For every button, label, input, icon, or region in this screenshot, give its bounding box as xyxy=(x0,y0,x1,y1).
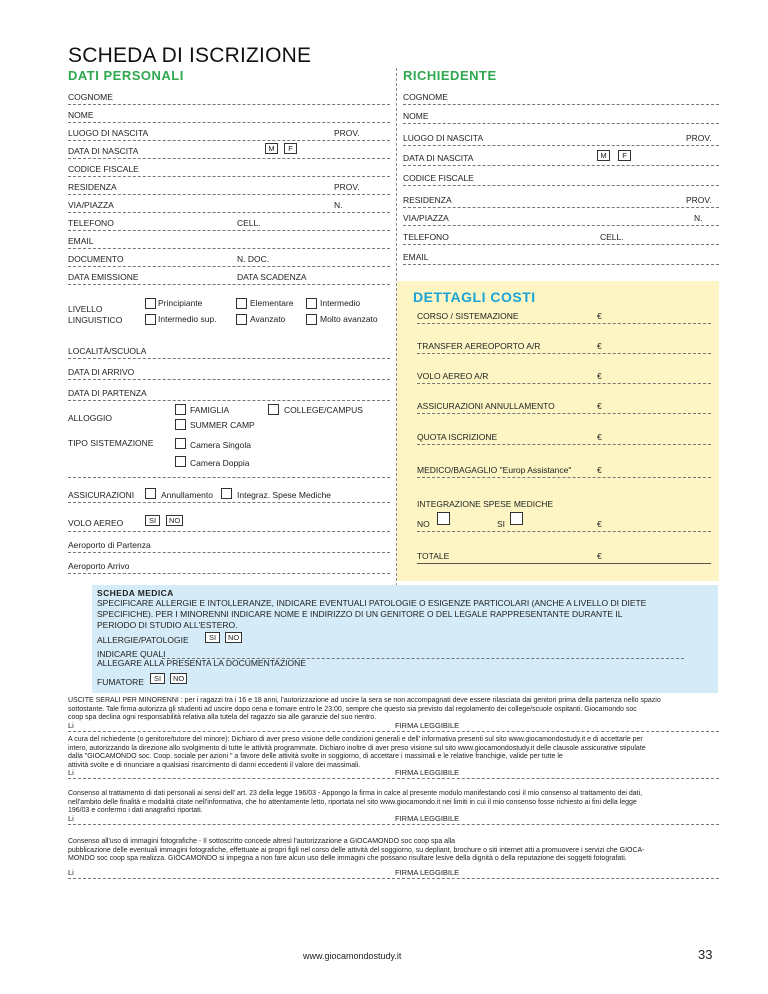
costi-panel xyxy=(397,281,719,581)
label-r-telefono: TELEFONO xyxy=(403,232,449,242)
checkbox-integraz[interactable] xyxy=(221,488,232,499)
label-data-nascita: DATA DI NASCITA xyxy=(68,146,139,156)
label-r-prov: PROV. xyxy=(686,133,712,143)
medica-title: SCHEDA MEDICA xyxy=(97,588,174,598)
label-nome: NOME xyxy=(68,110,94,120)
field-r-cognome[interactable] xyxy=(403,104,719,105)
checkbox-famiglia[interactable] xyxy=(175,404,186,415)
costi-item-assicurazioni: ASSICURAZIONI ANNULLAMENTO xyxy=(417,401,555,411)
label-data-emissione: DATA EMISSIONE xyxy=(68,272,139,282)
label-firma: FIRMA LEGGIBILE xyxy=(395,868,460,877)
checkbox-camera-singola[interactable] xyxy=(175,438,186,449)
label-n-doc: N. DOC. xyxy=(237,254,270,264)
label-livello: LIVELLO xyxy=(68,304,103,314)
field-r-residenza[interactable] xyxy=(403,207,719,208)
label-camera-doppia: Camera Doppia xyxy=(190,458,250,468)
label-linguistico: LINGUISTICO xyxy=(68,315,123,325)
label-telefono: TELEFONO xyxy=(68,218,114,228)
field-r-data-nascita[interactable] xyxy=(403,165,719,166)
field-costo-volo[interactable] xyxy=(417,383,711,384)
page-title: SCHEDA DI ISCRIZIONE xyxy=(68,44,312,67)
euro-sign: € xyxy=(597,432,602,442)
field-r-nome[interactable] xyxy=(403,123,719,124)
label-annullamento: Annullamento xyxy=(161,490,213,500)
field-residenza[interactable] xyxy=(68,194,390,195)
field-data-emissione[interactable] xyxy=(68,284,390,285)
label-alloggio: ALLOGGIO xyxy=(68,413,112,423)
checkbox-volo-si[interactable]: SI xyxy=(145,515,160,526)
costi-item-volo: VOLO AEREO A/R xyxy=(417,371,489,381)
field-localita-scuola[interactable] xyxy=(68,358,390,359)
label-summer-camp: SUMMER CAMP xyxy=(190,420,255,430)
label-allergie: ALLERGIE/PATOLOGIE xyxy=(97,635,189,645)
label-luogo-nascita: LUOGO DI NASCITA xyxy=(68,128,149,138)
field-r-luogo-nascita[interactable] xyxy=(403,145,719,146)
label-firma: FIRMA LEGGIBILE xyxy=(395,814,460,823)
label-aeroporto-partenza: Aeroporto di Partenza xyxy=(68,540,151,550)
field-data-partenza[interactable] xyxy=(68,400,390,401)
label-intermedio-sup: Intermedio sup. xyxy=(158,314,217,324)
checkbox-integrazione-si[interactable] xyxy=(510,512,523,525)
field-costo-assicurazioni[interactable] xyxy=(417,413,711,414)
checkbox-volo-no[interactable]: NO xyxy=(166,515,183,526)
costi-title: DETTAGLI COSTI xyxy=(413,289,536,305)
checkbox-summer-camp[interactable] xyxy=(175,419,186,430)
field-telefono[interactable] xyxy=(68,230,390,231)
label-li: Li xyxy=(68,768,74,777)
euro-sign: € xyxy=(597,311,602,321)
label-molto-avanzato: Molto avanzato xyxy=(320,314,378,324)
field-costo-integrazione[interactable] xyxy=(417,531,711,532)
label-camera-singola: Camera Singola xyxy=(190,440,251,450)
checkbox-camera-doppia[interactable] xyxy=(175,456,186,467)
label-via-piazza: VIA/PIAZZA xyxy=(68,200,114,210)
label-data-arrivo: DATA DI ARRIVO xyxy=(68,367,135,377)
field-costo-corso[interactable] xyxy=(417,323,711,324)
label-r-data-nascita: DATA DI NASCITA xyxy=(403,153,474,163)
label-r-numero: N. xyxy=(694,213,703,223)
checkbox-r-sex-m[interactable]: M xyxy=(597,150,610,161)
field-r-telefono[interactable] xyxy=(403,244,719,245)
checkbox-r-sex-f[interactable]: F xyxy=(618,150,631,161)
field-codice-fiscale[interactable] xyxy=(68,176,390,177)
clause-condizioni: A cura del richiedente (o genitore/tutore del minore): Dichiaro di aver preso visione delle condizioni generali e dell' informativa presenti sul sito www.giocamondostudy.it e di accettarle per intero, autorizzando la direzione allo svolgimento di tutte le attività programmate. Dichiaro inoltre di aver preso visione sul sito www.giocamondostudy.it delle clausole assicurative stipulate dalla "GIOCAMONDO soc. Coop. sociale per azioni " a favore delle attività svolte in soggiorno, di accettare i massimali e le relative franchigie, valide per tutte le attività svolte e di rinunciare a qualsiasi risarcimento di danni eccedenti il valore dei massimali. xyxy=(68,736,646,769)
label-volo-aereo: VOLO AEREO xyxy=(68,518,124,528)
label-intermedio: Intermedio xyxy=(320,298,361,308)
costi-item-medico: MEDICO/BAGAGLIO "Europ Assistance" xyxy=(417,465,572,475)
field-firma-3[interactable] xyxy=(68,824,719,825)
checkbox-avanzato[interactable] xyxy=(236,314,247,325)
field-firma-1[interactable] xyxy=(68,731,719,732)
field-firma-4[interactable] xyxy=(68,878,719,879)
divider-assicurazioni xyxy=(68,502,390,503)
field-costo-totale[interactable] xyxy=(417,563,711,564)
label-codice-fiscale: CODICE FISCALE xyxy=(68,164,139,174)
checkbox-fumatore-si[interactable]: SI xyxy=(150,673,165,684)
costi-item-corso: CORSO / SISTEMAZIONE xyxy=(417,311,519,321)
label-r-residenza: RESIDENZA xyxy=(403,195,452,205)
euro-sign: € xyxy=(597,341,602,351)
label-r-codice-fiscale: CODICE FISCALE xyxy=(403,173,474,183)
costi-item-transfer: TRANSFER AEREOPORTO A/R xyxy=(417,341,541,351)
label-integraz: Integraz. Spese Mediche xyxy=(237,490,332,500)
label-indicare-quali: INDICARE QUALI xyxy=(97,649,166,659)
checkbox-college[interactable] xyxy=(268,404,279,415)
label-li: Li xyxy=(68,721,74,730)
field-documento[interactable] xyxy=(68,266,390,267)
label-localita-scuola: LOCALITÀ/SCUOLA xyxy=(68,346,147,356)
checkbox-principiante[interactable] xyxy=(145,298,156,309)
field-costo-transfer[interactable] xyxy=(417,353,711,354)
label-r-nome: NOME xyxy=(403,111,429,121)
field-r-email[interactable] xyxy=(403,264,719,265)
label-cell: CELL. xyxy=(237,218,261,228)
label-assicurazioni: ASSICURAZIONI xyxy=(68,490,135,500)
label-data-scadenza: DATA SCADENZA xyxy=(237,272,307,282)
label-r-via-piazza: VIA/PIAZZA xyxy=(403,213,449,223)
label-r-prov-res: PROV. xyxy=(686,195,712,205)
checkbox-annullamento[interactable] xyxy=(145,488,156,499)
label-avanzato: Avanzato xyxy=(250,314,286,324)
label-documento: DOCUMENTO xyxy=(68,254,124,264)
euro-sign: € xyxy=(597,401,602,411)
page-number: 33 xyxy=(698,947,713,962)
label-r-email: EMAIL xyxy=(403,252,429,262)
euro-sign: € xyxy=(597,519,602,529)
field-costo-quota[interactable] xyxy=(417,444,711,445)
checkbox-fumatore-no[interactable]: NO xyxy=(170,673,187,684)
label-r-cognome: COGNOME xyxy=(403,92,448,102)
euro-sign: € xyxy=(597,551,602,561)
euro-sign: € xyxy=(597,371,602,381)
checkbox-allergie-no[interactable]: NO xyxy=(225,632,242,643)
label-r-luogo-nascita: LUOGO DI NASCITA xyxy=(403,133,484,143)
label-aeroporto-arrivo: Aeroporto Arrivo xyxy=(68,561,130,571)
section-dati-personali: DATI PERSONALI xyxy=(68,68,184,83)
label-integrazione-no: NO xyxy=(417,519,430,529)
label-li: Li xyxy=(68,814,74,823)
label-email: EMAIL xyxy=(68,236,94,246)
label-integrazione-si: SI xyxy=(497,519,506,529)
checkbox-elementare[interactable] xyxy=(236,298,247,309)
checkbox-sex-f[interactable]: F xyxy=(284,143,297,154)
field-aeroporto-partenza[interactable] xyxy=(68,552,390,553)
field-email[interactable] xyxy=(68,248,390,249)
label-college: COLLEGE/CAMPUS xyxy=(284,405,363,415)
label-principiante: Principiante xyxy=(158,298,203,308)
clause-immagini: Consenso all'uso di immagini fotografiche - Il sottoscritto concede altresì l'autorizzazione a GIOCAMONDO soc coop spa alla pubblicazione delle eventuali immagini fotografiche, effettuate ai propri figli nel corso delle attività del soggiorno, su depliant, brochure o siti internet atti a promuovere i servizi che GIOCA- MONDO soc coop spa realizza. GIOCAMONDO si impegna a non fare alcun uso delle immagini che possano risultare lesive della dignità o della reputazione dei soggetti fotografati. xyxy=(68,838,645,862)
scheda-medica-panel xyxy=(92,585,718,693)
field-nome[interactable] xyxy=(68,122,390,123)
checkbox-intermedio-sup[interactable] xyxy=(145,314,156,325)
field-volo-aereo[interactable] xyxy=(68,531,390,532)
field-cognome[interactable] xyxy=(68,104,390,105)
euro-sign: € xyxy=(597,465,602,475)
divider-sistemazione xyxy=(68,477,390,478)
costi-item-quota: QUOTA ISCRIZIONE xyxy=(417,432,498,442)
label-data-partenza: DATA DI PARTENZA xyxy=(68,388,147,398)
label-prov-res: PROV. xyxy=(334,182,360,192)
field-firma-2[interactable] xyxy=(68,778,719,779)
field-costo-medico[interactable] xyxy=(417,477,711,478)
label-elementare: Elementare xyxy=(250,298,294,308)
costi-integrazione: INTEGRAZIONE SPESE MEDICHE xyxy=(417,499,554,509)
label-firma: FIRMA LEGGIBILE xyxy=(395,768,460,777)
label-prov: PROV. xyxy=(334,128,360,138)
field-luogo-nascita[interactable] xyxy=(68,140,390,141)
field-data-nascita[interactable] xyxy=(68,158,390,159)
medica-text-2: SPECIFICHE). PER I MINORENNI INDICARE NOME E INDIRIZZO DI UN GENITORE O DEL LEGALE RAPPRESENTANTE DURANTE IL xyxy=(97,609,623,619)
checkbox-sex-m[interactable]: M xyxy=(265,143,278,154)
label-fumatore: FUMATORE xyxy=(97,677,144,687)
label-famiglia: FAMIGLIA xyxy=(190,405,230,415)
label-tipo-sistemazione: TIPO SISTEMAZIONE xyxy=(68,438,154,448)
clause-uscite-serali: USCITE SERALI PER MINORENNI : per i ragazzi tra i 16 e 18 anni, l'autorizzazione ad uscire la sera se non accompagnati deve essere rilasciata dai genitori prima della partenza nello spazio sottostante. Tale firma autorizza gli studenti ad uscire dopo cena e tornare entro le 23:00, sempre che questo sia previsto dal regolamento dei college/scuole ospitanti. Giocamondo soc coop spa declina ogni responsabilità relativa alla tutela del ragazzo sia alle garanzie del suo rientro. xyxy=(68,697,661,721)
label-allegare: ALLEGARE ALLA PRESENTA LA DOCUMENTAZIONE xyxy=(97,658,306,668)
label-residenza: RESIDENZA xyxy=(68,182,117,192)
footer-url[interactable]: www.giocamondostudy.it xyxy=(303,951,402,961)
field-via-piazza[interactable] xyxy=(68,212,390,213)
label-firma: FIRMA LEGGIBILE xyxy=(395,721,460,730)
clause-privacy: Consenso al trattamento di dati personali ai sensi dell' art. 23 della legge 196/03 - Appongo la firma in calce al presente modulo manifestando così il mio consenso al trattamento dei dati, nell'ambito delle finalità e modalità citate nell'informativa, che ho attentamente letto, riportata nel sito www.giocamondo.it nei limiti in cui il mio consenso fosse richiesto ai fini della legge 196/03 e confermo i dati anagrafici riportati. xyxy=(68,790,643,814)
label-li: Li xyxy=(68,868,74,877)
medica-text-1: SPECIFICARE ALLERGIE E INTOLLERANZE, INDICARE EVENTUALI PATOLOGIE O ESIGENZE PARTICOLARI (ANCHE A LIVELLO DI DIETE xyxy=(97,598,647,608)
field-r-codice-fiscale[interactable] xyxy=(403,185,719,186)
medica-text-3: PERIODO DI STUDIO ALL'ESTERO. xyxy=(97,620,238,630)
checkbox-allergie-si[interactable]: SI xyxy=(205,632,220,643)
field-aeroporto-arrivo[interactable] xyxy=(68,573,390,574)
label-numero: N. xyxy=(334,200,343,210)
label-cognome: COGNOME xyxy=(68,92,113,102)
label-r-cell: CELL. xyxy=(600,232,624,242)
checkbox-intermedio[interactable] xyxy=(306,298,317,309)
field-r-via-piazza[interactable] xyxy=(403,225,719,226)
checkbox-molto-avanzato[interactable] xyxy=(306,314,317,325)
checkbox-integrazione-no[interactable] xyxy=(437,512,450,525)
section-richiedente: RICHIEDENTE xyxy=(403,68,497,83)
costi-totale: TOTALE xyxy=(417,551,450,561)
field-data-arrivo[interactable] xyxy=(68,379,390,380)
